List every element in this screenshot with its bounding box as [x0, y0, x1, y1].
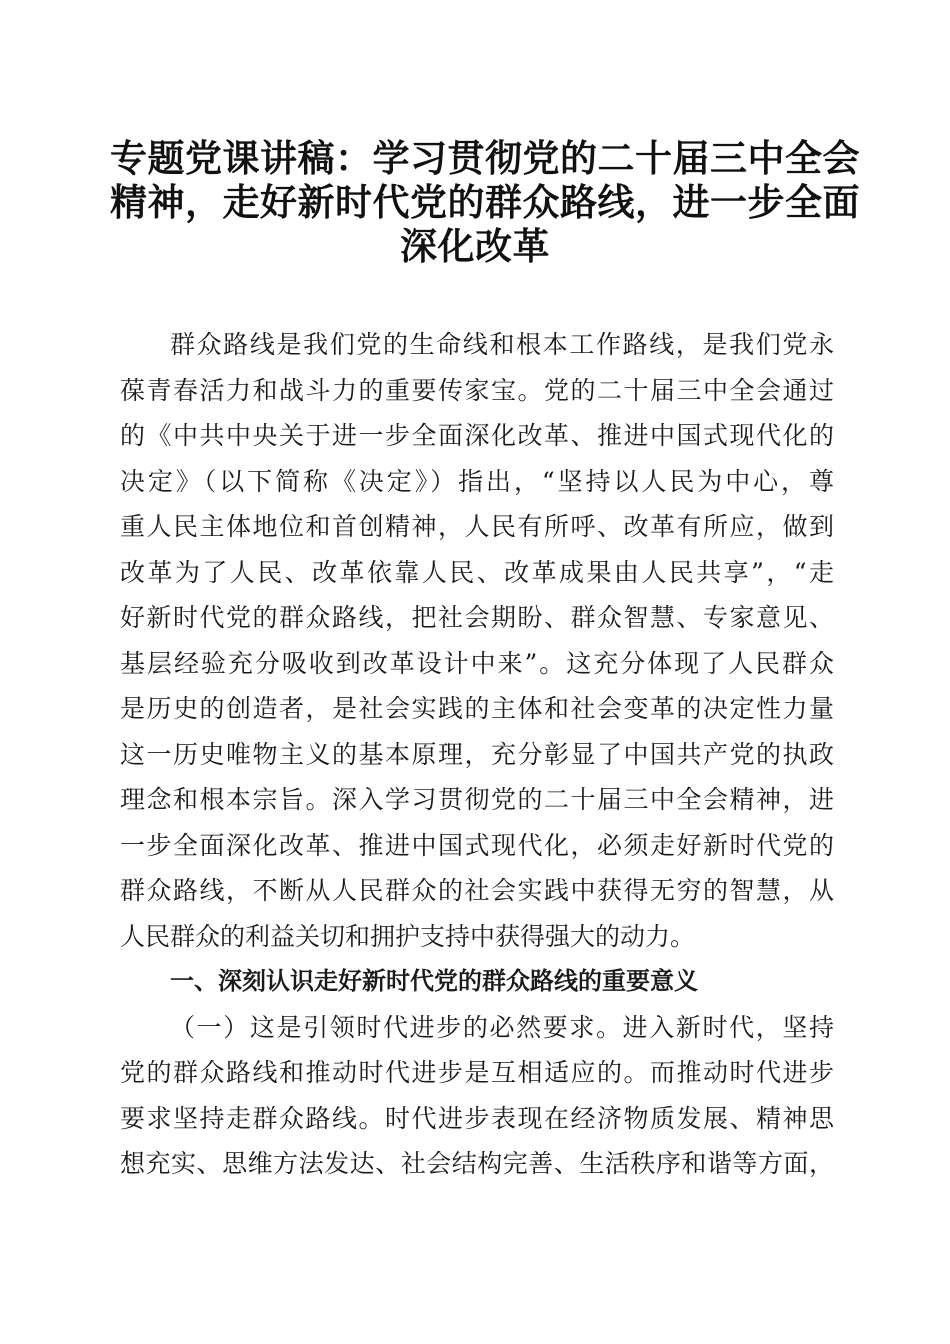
paragraph-line: 党的群众路线和推动时代进步是互相适应的。而推动时代进步: [120, 1058, 834, 1087]
paragraph-line: （一）这是引领时代进步的必然要求。进入新时代，坚持: [170, 1012, 834, 1042]
paragraph-line: 是历史的创造者，是社会实践的主体和社会变革的决定性力量: [120, 694, 834, 723]
paragraph-line: 改革为了人民、改革依靠人民、改革成果由人民共享”，“走: [120, 557, 834, 587]
section-heading: 一、深刻认识走好新时代党的群众路线的重要意义: [170, 967, 698, 995]
paragraph-line: 理念和根本宗旨。深入学习贯彻党的二十届三中全会精神，进: [120, 785, 834, 814]
paragraph-line: 葆青春活力和战斗力的重要传家宝。党的二十届三中全会通过: [120, 375, 834, 405]
document-body: [120, 322, 834, 1187]
paragraph-line: 基层经验充分吸收到改革设计中来”。这充分体现了人民群众: [120, 648, 834, 678]
paragraph-line: 想充实、思维方法发达、社会结构完善、生活秩序和谐等方面，: [120, 1149, 834, 1178]
paragraph-line: 一步全面深化改革、推进中国式现代化，必须走好新时代党的: [120, 830, 834, 860]
paragraph-line: 决定》（以下简称《决定》）指出，“坚持以人民为中心，尊: [120, 466, 834, 496]
title-line: 专题党课讲稿：学习贯彻党的二十届三中全会: [110, 136, 860, 180]
paragraph-line: 重人民主体地位和首创精神，人民有所呼、改革有所应，做到: [120, 512, 834, 541]
paragraph-line: 的《中共中央关于进一步全面深化改革、推进中国式现代化的: [120, 421, 834, 450]
paragraph-line: 这一历史唯物主义的基本原理，充分彰显了中国共产党的执政: [120, 739, 834, 769]
paragraph-line: 群众路线是我们党的生命线和根本工作路线，是我们党永: [170, 330, 834, 359]
title-line: 精神，走好新时代党的群众路线，进一步全面: [110, 180, 860, 224]
document-title: [110, 136, 860, 268]
paragraph-line: 要求坚持走群众路线。时代进步表现在经济物质发展、精神思: [120, 1103, 834, 1133]
title-line: 深化改革: [400, 224, 550, 268]
paragraph-line: 人民群众的利益关切和拥护支持中获得强大的动力。: [120, 921, 696, 951]
paragraph-line: 好新时代党的群众路线，把社会期盼、群众智慧、专家意见、: [120, 603, 834, 632]
paragraph-line: 群众路线，不断从人民群众的社会实践中获得无穷的智慧，从: [120, 876, 834, 905]
